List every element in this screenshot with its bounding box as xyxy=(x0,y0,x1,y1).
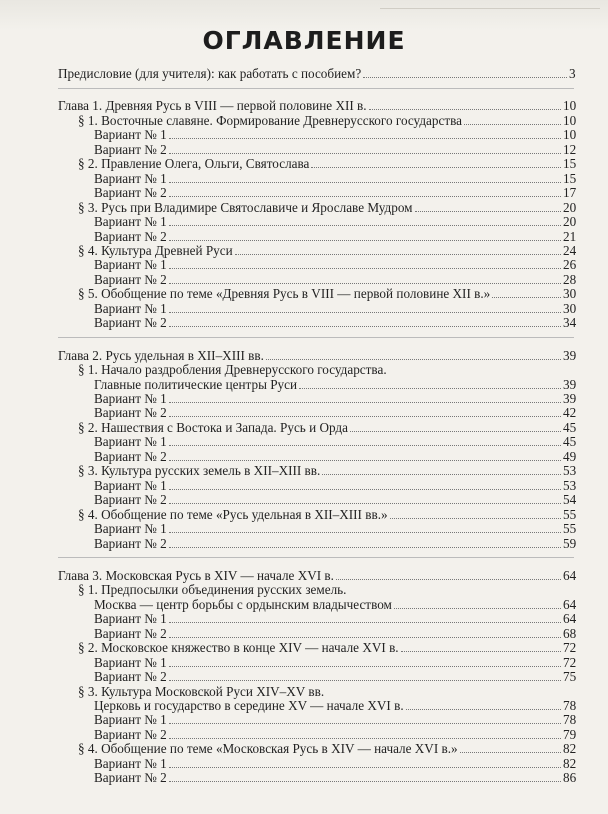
toc-entry-title: Вариант № 1 xyxy=(94,755,167,771)
toc-page-number: 30 xyxy=(563,286,577,302)
toc-leader-dots xyxy=(169,402,561,403)
toc-entry-title: Вариант № 2 xyxy=(94,535,167,551)
toc-page-number: 82 xyxy=(563,755,577,771)
toc-entry-title: § 1. Предпосылки объединения русских земель. xyxy=(78,582,347,598)
toc-page-number: 78 xyxy=(563,698,577,713)
toc-page-number: 42 xyxy=(563,405,577,421)
toc-entry-title: Предисловие (для учителя): как работать с пособием? xyxy=(58,66,362,81)
toc-entry-title: Вариант № 2 xyxy=(94,492,167,508)
toc-page-number: 10 xyxy=(563,127,577,143)
toc-page-number: 39 xyxy=(563,376,577,392)
toc-page-number: 72 xyxy=(563,654,577,670)
toc-page-number: 26 xyxy=(563,257,577,273)
toc-entry-title: § 1. Восточные славяне. Формирование Древнерусского государства xyxy=(78,112,462,128)
toc-entry-title: Вариант № 1 xyxy=(94,257,167,273)
toc-entry-title: Вариант № 2 xyxy=(94,185,167,201)
toc-chapter[interactable] xyxy=(0,66,608,82)
toc-entry-title: Вариант № 1 xyxy=(94,127,167,143)
toc-leader-dots xyxy=(169,622,561,623)
toc-entry-title: Глава 2. Русь удельная в XII–XIII вв. xyxy=(58,347,264,363)
toc-entry-title: Вариант № 1 xyxy=(94,214,167,230)
toc-leader-dots xyxy=(311,167,561,168)
toc-entry-title: Церковь и государство в середине XV — начале XVI в. xyxy=(94,698,404,713)
toc-leader-dots xyxy=(350,431,561,432)
toc-leader-dots xyxy=(401,651,561,652)
toc-entry-title: Вариант № 2 xyxy=(94,625,167,641)
toc-page-number: 86 xyxy=(563,770,577,786)
toc-leader-dots xyxy=(169,283,561,284)
toc-entry-title: § 4. Обобщение по теме «Московская Русь в XIV — начале XVI в.» xyxy=(78,741,458,757)
toc-leader-dots xyxy=(363,77,567,78)
toc-page-number: 45 xyxy=(563,434,577,450)
toc-page-number: 20 xyxy=(563,199,577,215)
toc-page-number: 28 xyxy=(563,271,577,287)
toc-leader-dots xyxy=(464,124,561,125)
toc-page-number: 54 xyxy=(563,492,577,508)
toc-entry-title: Вариант № 2 xyxy=(94,726,167,742)
toc-entry-title: Вариант № 2 xyxy=(94,448,167,464)
toc-leader-dots xyxy=(169,460,561,461)
toc-page-number: 30 xyxy=(563,300,577,316)
toc-entry-title: § 2. Правление Олега, Ольги, Святослава xyxy=(78,156,310,172)
toc-leader-dots xyxy=(169,196,561,197)
toc-leader-dots xyxy=(394,608,561,609)
toc-page-number: 53 xyxy=(563,477,577,493)
toc-leader-dots xyxy=(169,312,561,313)
toc-variant[interactable] xyxy=(0,770,608,786)
toc-entry-title: Москва — центр борьбы с ордынским владычеством xyxy=(94,596,392,612)
toc-leader-dots xyxy=(406,709,561,710)
toc-entry-title: Вариант № 1 xyxy=(94,391,167,406)
toc-entry-title: § 4. Обобщение по теме «Русь удельная в XII–XIII вв.» xyxy=(78,506,388,522)
toc-leader-dots xyxy=(336,579,561,580)
toc-entry-title: § 3. Культура русских земель в XII–XIII вв. xyxy=(78,463,321,479)
toc-leader-dots xyxy=(169,532,561,533)
toc-entry-title: Вариант № 2 xyxy=(94,669,167,685)
toc-page-number: 82 xyxy=(563,741,577,757)
toc-leader-dots xyxy=(169,547,561,548)
toc-entry-title: Вариант № 2 xyxy=(94,141,167,157)
toc-leader-dots xyxy=(169,738,561,739)
toc-page-number: 79 xyxy=(563,726,577,742)
toc-leader-dots xyxy=(299,388,561,389)
toc-leader-dots xyxy=(169,326,561,327)
toc-leader-dots xyxy=(169,138,561,139)
toc-leader-dots xyxy=(169,781,561,782)
toc-leader-dots xyxy=(169,225,561,226)
toc-entry-title: Вариант № 1 xyxy=(94,300,167,316)
toc-page-number: 24 xyxy=(563,242,577,258)
toc-entry-title: § 1. Начало раздробления Древнерусского государства. xyxy=(78,362,387,378)
toc-entry-title: Вариант № 1 xyxy=(94,521,167,537)
toc-entry-title: § 3. Русь при Владимире Святославиче и Ярославе Мудром xyxy=(78,199,413,215)
toc-page-number: 68 xyxy=(563,625,577,641)
toc-entry-title: Главные политические центры Руси xyxy=(94,376,298,392)
toc-leader-dots xyxy=(169,153,561,154)
toc-page-number: 55 xyxy=(563,521,577,537)
toc-page-number: 64 xyxy=(563,596,577,612)
toc-entry-title: § 3. Культура Московской Руси XIV–XV вв. xyxy=(78,683,325,699)
toc-entry-title: Вариант № 2 xyxy=(94,271,167,287)
toc-entry-title: Вариант № 1 xyxy=(94,654,167,670)
toc-leader-dots xyxy=(169,416,561,417)
toc-page-number: 64 xyxy=(563,567,577,583)
toc-entry-title: Вариант № 1 xyxy=(94,170,167,186)
toc-leader-dots xyxy=(169,637,561,638)
toc-leader-dots xyxy=(169,767,561,768)
toc-entry-title: Глава 3. Московская Русь в XIV — начале XVI в. xyxy=(58,567,334,583)
toc-page-number: 3 xyxy=(569,66,576,81)
toc-page-number: 15 xyxy=(563,156,577,172)
toc-page-number: 20 xyxy=(563,214,577,230)
toc-entry-title: Глава 1. Древняя Русь в VIII — первой половине XII в. xyxy=(58,98,367,114)
toc-leader-dots xyxy=(169,666,561,667)
toc-page-number: 12 xyxy=(563,141,577,157)
toc-page-number: 49 xyxy=(563,448,577,464)
toc-page-number: 39 xyxy=(563,347,577,363)
toc-page-number: 39 xyxy=(563,391,577,406)
toc-page-number: 45 xyxy=(563,419,577,435)
toc-leader-dots xyxy=(415,211,561,212)
toc-page-number: 72 xyxy=(563,640,577,656)
toc-page-number: 64 xyxy=(563,611,577,627)
toc-entry-title: § 5. Обобщение по теме «Древняя Русь в VIII — первой половине XII в.» xyxy=(78,286,491,302)
toc-page-number: 10 xyxy=(563,98,577,114)
toc-entry-title: Вариант № 1 xyxy=(94,712,167,728)
toc-leader-dots xyxy=(169,182,561,183)
toc-page-number: 10 xyxy=(563,112,577,128)
toc-page-number: 75 xyxy=(563,669,577,685)
toc-leader-dots xyxy=(169,680,561,681)
toc-leader-dots xyxy=(460,752,561,753)
section-divider xyxy=(58,557,574,558)
toc-leader-dots xyxy=(322,474,561,475)
toc-entry-title: § 4. Культура Древней Руси xyxy=(78,242,233,258)
toc-leader-dots xyxy=(169,503,561,504)
toc-entry-title: Вариант № 1 xyxy=(94,434,167,450)
toc-entry-title: Вариант № 2 xyxy=(94,770,167,786)
page-title: ОГЛАВЛЕНИЕ xyxy=(202,26,406,55)
toc-entry-title: Вариант № 1 xyxy=(94,611,167,627)
toc-leader-dots xyxy=(369,109,561,110)
toc-page-number: 15 xyxy=(563,170,577,186)
toc-page-number: 17 xyxy=(563,185,577,201)
section-divider xyxy=(58,88,574,89)
toc-leader-dots xyxy=(390,518,561,519)
toc-variant[interactable] xyxy=(0,536,608,552)
toc-entry-title: Вариант № 2 xyxy=(94,405,167,421)
toc-page-number: 59 xyxy=(563,535,577,551)
toc-page-number: 21 xyxy=(563,228,577,244)
toc-entry-title: § 2. Московское княжество в конце XIV — начале XVI в. xyxy=(78,640,399,656)
toc-leader-dots xyxy=(492,297,561,298)
toc-leader-dots xyxy=(266,359,561,360)
toc-leader-dots xyxy=(235,254,561,255)
toc-entry-title: Вариант № 1 xyxy=(94,477,167,493)
toc-entry-title: Вариант № 2 xyxy=(94,315,167,331)
toc-leader-dots xyxy=(169,268,561,269)
toc-leader-dots xyxy=(169,445,561,446)
toc-page-number: 55 xyxy=(563,506,577,522)
toc-variant[interactable] xyxy=(0,315,608,331)
toc-leader-dots xyxy=(169,240,561,241)
toc-page-number: 78 xyxy=(563,712,577,728)
toc-page-number: 34 xyxy=(563,315,577,331)
toc-leader-dots xyxy=(169,489,561,490)
toc-leader-dots xyxy=(169,723,561,724)
toc-entry-title: § 2. Нашествия с Востока и Запада. Русь и Орда xyxy=(78,419,348,435)
section-divider xyxy=(58,337,574,338)
toc-page-number: 53 xyxy=(563,463,577,479)
toc-entry-title: Вариант № 2 xyxy=(94,228,167,244)
